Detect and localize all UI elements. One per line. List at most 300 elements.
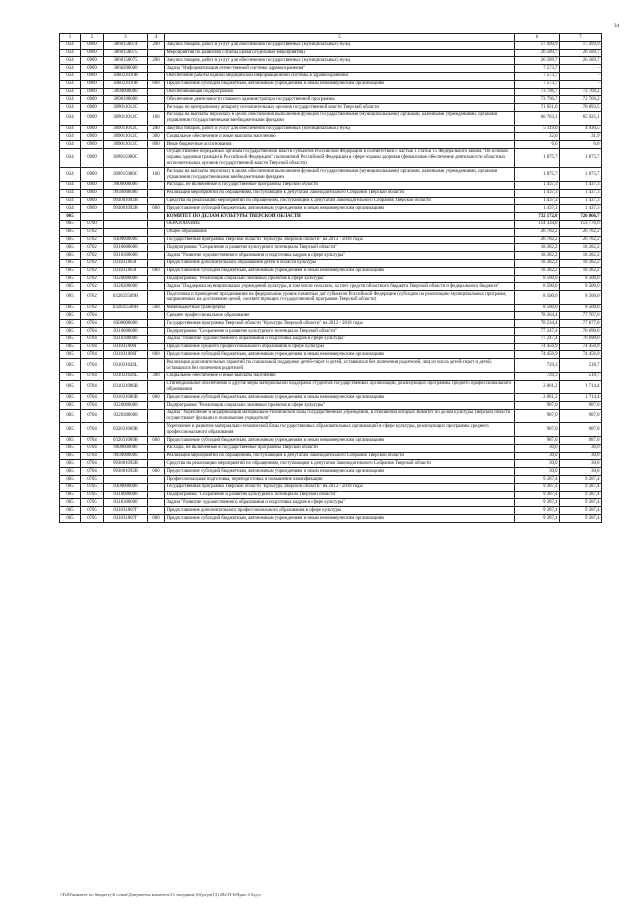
ministry-code-cell: 065 <box>60 236 81 244</box>
table-row <box>60 452 602 460</box>
amount-year-2-cell: 9 287,4 <box>560 483 602 491</box>
expense-type-code-cell: 300 <box>148 133 165 141</box>
target-article-code-cell: 306021010В <box>104 80 148 88</box>
description-cell: Подпрограмма "Сохранение и развитие культурного потенциала Тверской области" <box>165 491 515 499</box>
target-article-code-cell: 0300000000 <box>104 236 148 244</box>
amount-year-1-cell: 987,0 <box>515 409 560 423</box>
table-row <box>60 236 602 244</box>
ministry-code-cell: 065 <box>60 380 81 394</box>
target-article-code-cell: 993001092В <box>104 460 148 468</box>
amount-year-1-cell: 9 287,4 <box>515 476 560 484</box>
amount-year-1-cell: 78 264,4 <box>515 312 560 320</box>
amount-year-1-cell: 26 589,7 <box>515 49 560 57</box>
amount-year-1-cell: 9 287,4 <box>515 507 560 515</box>
table-row <box>60 111 602 125</box>
target-article-code-cell: 032025509Н <box>104 304 148 312</box>
expense-type-code-cell <box>148 491 165 499</box>
section-code-cell: 0909 <box>81 125 104 133</box>
section-code-cell: 0909 <box>81 205 104 213</box>
expense-type-code-cell <box>148 452 165 460</box>
description-cell: Обеспечение работы единой медицинской информационной системы в здравоохранении <box>165 72 515 80</box>
expense-type-code-cell <box>148 423 165 437</box>
expense-type-code-cell: 300 <box>148 372 165 380</box>
expense-type-code-cell <box>148 189 165 197</box>
page-number: 34 <box>614 24 619 29</box>
amount-year-2-cell: 31,9 <box>560 133 602 141</box>
amount-year-1-cell: 6,0 <box>515 141 560 149</box>
amount-year-1-cell: 77 247,4 <box>515 335 560 343</box>
amount-year-1-cell: 9 287,4 <box>515 515 560 523</box>
section-code-cell: 0909 <box>81 88 104 96</box>
target-article-code-cell: 0320300000 <box>104 409 148 423</box>
target-article-code-cell: 0310300000 <box>104 252 148 260</box>
budget-table-body <box>60 34 602 523</box>
expense-type-code-cell: 600 <box>148 515 165 523</box>
target-article-code-cell: 9900000000 <box>104 181 148 189</box>
amount-year-2-cell: 26 589,7 <box>560 49 602 57</box>
amount-year-2-cell: 26 782,2 <box>560 228 602 236</box>
ministry-code-cell: 034 <box>60 148 81 167</box>
expense-type-code-cell <box>148 96 165 104</box>
table-row <box>60 460 602 468</box>
target-article-code-cell: 309011012С <box>104 141 148 149</box>
section-code-cell: 0909 <box>81 141 104 149</box>
amount-year-2-cell: 74 456,9 <box>560 343 602 351</box>
section-code-cell: 0909 <box>81 181 104 189</box>
ministry-code-cell: 034 <box>60 80 81 88</box>
amount-year-1-cell: 2 061,2 <box>515 394 560 402</box>
amount-year-2-cell: 30,0 <box>560 468 602 476</box>
amount-year-1-cell: 8 500,0 <box>515 275 560 283</box>
ministry-code-cell: 065 <box>60 267 81 275</box>
description-cell: Подпрограмма "Реализация социально значимых проектов в сфере культуры" <box>165 275 515 283</box>
table-row <box>60 291 602 305</box>
table-row <box>60 380 602 394</box>
description-cell: Мероприятия по развитию службы крови (отдельные мероприятия) <box>165 49 515 57</box>
description-cell: Задача "Поддержка муниципальных учреждений культуры, в том числе сельских, за счет средств областного бюджета Тверской области и федерального бюджета" <box>165 283 515 291</box>
description-cell: Предоставление субсидий бюджетным, автономным учреждениям и иным некоммерческим организациям <box>165 80 515 88</box>
description-cell: Осуществление переданных органам государственной власти субъектов Российской Федерации в соответствии с частью 1 статьи 15 Федерального закона "Об основах охраны здоровья граждан в Российской Федерации" полномочий Российской Федерации в сфере охраны здоровья (финансовое обеспечение деятельности областных исполнительных органов государственной власти Тверской области) <box>165 148 515 167</box>
section-code-cell: 0909 <box>81 80 104 88</box>
amount-year-1-cell: 32,0 <box>515 133 560 141</box>
table-row <box>60 80 602 88</box>
amount-year-2-cell: 18 282,2 <box>560 244 602 252</box>
amount-year-2-cell: - <box>560 80 602 88</box>
target-article-code-cell: 993001092В <box>104 468 148 476</box>
section-code-cell: 0704 <box>81 335 104 343</box>
amount-year-1-cell: 8 500,0 <box>515 283 560 291</box>
description-cell: Предоставление субсидий бюджетным, автономным учреждениям и иным некоммерческим организациям <box>165 205 515 213</box>
description-cell: Задача "Развитие художественного образования и подготовка кадров в сфере культуры" <box>165 252 515 260</box>
description-cell: Среднее профессиональное образование <box>165 312 515 320</box>
section-code-cell: 0909 <box>81 148 104 167</box>
column-number: 2 <box>81 34 104 42</box>
expense-type-code-cell <box>148 88 165 96</box>
description-cell: Обеспечение деятельности главного администратора государственной программы <box>165 96 515 104</box>
amount-year-2-cell: 70 893,5 <box>560 104 602 112</box>
target-article-code-cell <box>104 476 148 484</box>
amount-year-2-cell: 77 707,0 <box>560 312 602 320</box>
ministry-code-cell: 065 <box>60 452 81 460</box>
ministry-code-cell: 065 <box>60 343 81 351</box>
ministry-code-cell: 065 <box>60 507 81 515</box>
amount-year-1-cell: 9 287,4 <box>515 499 560 507</box>
description-cell: ОБРАЗОВАНИЕ <box>165 220 515 228</box>
description-cell: Подпрограмма "Реализация социально значимых проектов в сфере культуры" <box>165 402 515 410</box>
table-row <box>60 304 602 312</box>
amount-year-1-cell: 1 437,3 <box>515 189 560 197</box>
amount-year-2-cell: 987,0 <box>560 437 602 445</box>
target-article-code-cell: 031031086В <box>104 394 148 402</box>
table-row <box>60 96 602 104</box>
section-code-cell: 0909 <box>81 111 104 125</box>
expense-type-code-cell <box>148 213 165 221</box>
target-article-code-cell: 9900000000 <box>104 444 148 452</box>
ministry-code-cell: 065 <box>60 304 81 312</box>
ministry-code-cell: 065 <box>60 351 81 359</box>
expense-type-code-cell: 600 <box>148 394 165 402</box>
expense-type-code-cell <box>148 72 165 80</box>
target-article-code-cell: 032031009В <box>104 423 148 437</box>
table-row <box>60 491 602 499</box>
target-article-code-cell: 3060158075 <box>104 49 148 57</box>
expense-type-code-cell: 600 <box>148 437 165 445</box>
table-row <box>60 483 602 491</box>
table-row <box>60 57 602 65</box>
column-number: 3 <box>104 34 148 42</box>
amount-year-1-cell: 30,0 <box>515 460 560 468</box>
expense-type-code-cell <box>148 291 165 305</box>
section-code-cell: 0909 <box>81 133 104 141</box>
amount-year-2-cell: 1 875,7 <box>560 168 602 182</box>
amount-year-1-cell: 8 500,0 <box>515 291 560 305</box>
amount-year-1-cell: 18 282,2 <box>515 252 560 260</box>
section-code-cell: 0705 <box>81 499 104 507</box>
ministry-code-cell: 034 <box>60 125 81 133</box>
section-code-cell: 0909 <box>81 168 104 182</box>
ministry-code-cell: 065 <box>60 499 81 507</box>
expense-type-code-cell <box>148 359 165 373</box>
target-article-code-cell: 309015980С <box>104 148 148 167</box>
section-code-cell: 0702 <box>81 228 104 236</box>
ministry-code-cell: 065 <box>60 320 81 328</box>
section-code-cell: 0909 <box>81 41 104 49</box>
amount-year-2-cell: 8 500,0 <box>560 275 602 283</box>
section-code-cell: 0909 <box>81 57 104 65</box>
target-article-code-cell: 0310300000 <box>104 335 148 343</box>
amount-year-1-cell: 114 334,0 <box>515 220 560 228</box>
expense-type-code-cell <box>148 220 165 228</box>
ministry-code-cell: 065 <box>60 291 81 305</box>
amount-year-1-cell: 1 437,3 <box>515 205 560 213</box>
target-article-code-cell: 031031026L <box>104 359 148 373</box>
ministry-code-cell: 034 <box>60 111 81 125</box>
amount-year-1-cell: 8 500,0 <box>515 304 560 312</box>
table-row <box>60 283 602 291</box>
section-code-cell: 0704 <box>81 437 104 445</box>
amount-year-2-cell: 30,0 <box>560 444 602 452</box>
description-cell: Стипендиальное обеспечение и другие меры материальной поддержки студентов государственных организаций, реализующих программы среднего профессионального образования <box>165 380 515 394</box>
section-code-cell: 0702 <box>81 304 104 312</box>
amount-year-2-cell: 726 866,7 <box>560 213 602 221</box>
description-cell: Средства на реализацию мероприятий по обращениям, поступающим к депутатам Законодательного Собрания Тверской области <box>165 460 515 468</box>
expense-type-code-cell <box>148 499 165 507</box>
amount-year-1-cell: 7 573,7 <box>515 72 560 80</box>
amount-year-1-cell: 1 437,3 <box>515 181 560 189</box>
target-article-code-cell: 031031006Г <box>104 343 148 351</box>
amount-year-2-cell: 987,0 <box>560 409 602 423</box>
description-cell: Реализация мероприятий по обращениям, поступающим к депутатам Законодательного Собрания Тверской области <box>165 452 515 460</box>
amount-year-2-cell: 26 782,2 <box>560 236 602 244</box>
target-article-code-cell: 993001092В <box>104 205 148 213</box>
table-row <box>60 72 602 80</box>
amount-year-1-cell: 26 589,7 <box>515 57 560 65</box>
section-code-cell: 0704 <box>81 452 104 460</box>
amount-year-2-cell: 18 282,2 <box>560 252 602 260</box>
table-row <box>60 312 602 320</box>
ministry-code-cell: 034 <box>60 197 81 205</box>
amount-year-2-cell: 8 500,0 <box>560 291 602 305</box>
target-article-code-cell: 0310300000 <box>104 499 148 507</box>
table-row <box>60 189 602 197</box>
amount-year-2-cell: 30,0 <box>560 460 602 468</box>
amount-year-1-cell: 5 119,0 <box>515 125 560 133</box>
expense-type-code-cell <box>148 409 165 423</box>
ministry-code-cell: 034 <box>60 189 81 197</box>
section-code-cell: 0700 <box>81 220 104 228</box>
target-article-code-cell: 0310000000 <box>104 491 148 499</box>
table-row <box>60 252 602 260</box>
target-article-code-cell: 309011012С <box>104 125 148 133</box>
description-cell: Межбюджетные трансферты <box>165 304 515 312</box>
amount-year-1-cell: 987,0 <box>515 437 560 445</box>
table-row <box>60 133 602 141</box>
expense-type-code-cell <box>148 483 165 491</box>
section-code-cell: 0909 <box>81 189 104 197</box>
table-row <box>60 148 602 167</box>
column-number: 4 <box>148 34 165 42</box>
target-article-code-cell: 0310000000 <box>104 328 148 336</box>
description-cell: Средства на реализацию мероприятий по обращениям, поступающим к депутатам Законодательного Собрания Тверской области <box>165 197 515 205</box>
target-article-code-cell: 031031003Г <box>104 267 148 275</box>
table-row <box>60 335 602 343</box>
section-code-cell: 0702 <box>81 283 104 291</box>
expense-type-code-cell: 200 <box>148 125 165 133</box>
description-cell: Профессиональная подготовка, переподготовка и повышение квалификации <box>165 476 515 484</box>
expense-type-code-cell <box>148 507 165 515</box>
amount-year-1-cell: 26 782,2 <box>515 236 560 244</box>
column-number-row <box>60 34 602 42</box>
description-cell: Задача "Развитие художественного образования и подготовка кадров в сфере культуры" <box>165 335 515 343</box>
target-article-code-cell <box>104 228 148 236</box>
table-row <box>60 359 602 373</box>
description-cell: Реализация мероприятий по обращениям, поступающим к депутатам Законодательного Собрания Тверской области <box>165 189 515 197</box>
target-article-code-cell: 309011012С <box>104 111 148 125</box>
amount-year-1-cell: 732 172,8 <box>515 213 560 221</box>
description-cell: Закупка товаров, работ и услуг для обеспечения государственных (муниципальных) нужд <box>165 57 515 65</box>
amount-year-1-cell: 729,3 <box>515 359 560 373</box>
amount-year-1-cell: 73 796,7 <box>515 88 560 96</box>
target-article-code-cell: 031031007Г <box>104 507 148 515</box>
amount-year-2-cell: 76 690,0 <box>560 335 602 343</box>
section-code-cell: 0704 <box>81 351 104 359</box>
expense-type-code-cell: 600 <box>148 468 165 476</box>
table-row <box>60 515 602 523</box>
ministry-code-cell: 065 <box>60 409 81 423</box>
amount-year-1-cell: 18 282,2 <box>515 259 560 267</box>
table-row <box>60 476 602 484</box>
amount-year-1-cell: 30,0 <box>515 444 560 452</box>
expense-type-code-cell <box>148 49 165 57</box>
description-cell: Предоставление субсидий бюджетным, автономным учреждениям и иным некоммерческим организациям <box>165 468 515 476</box>
target-article-code-cell: 309015980С <box>104 168 148 182</box>
expense-type-code-cell <box>148 259 165 267</box>
amount-year-2-cell: 9 287,4 <box>560 507 602 515</box>
section-code-cell: 0909 <box>81 72 104 80</box>
ministry-code-cell: 065 <box>60 444 81 452</box>
section-code-cell: 0702 <box>81 236 104 244</box>
target-article-code-cell: 993001092В <box>104 197 148 205</box>
target-article-code-cell: 309011012С <box>104 104 148 112</box>
description-cell: Расходы на выплаты персоналу в целях обеспечения выполнения функций государственными (муниципальными) органами, казенными учреждениями, органами управления государственными внебюджетными фондами <box>165 111 515 125</box>
section-code-cell: 0704 <box>81 312 104 320</box>
table-row <box>60 507 602 515</box>
description-cell: Подпрограмма "Сохранение и развитие культурного потенциала Тверской области" <box>165 328 515 336</box>
table-row <box>60 444 602 452</box>
target-article-code-cell: 031031003Г <box>104 259 148 267</box>
table-row <box>60 41 602 49</box>
section-code-cell: 0909 <box>81 65 104 73</box>
ministry-code-cell: 034 <box>60 133 81 141</box>
table-row <box>60 409 602 423</box>
ministry-code-cell: 065 <box>60 259 81 267</box>
expense-type-code-cell <box>148 252 165 260</box>
table-row <box>60 213 602 221</box>
description-cell: Государственная программа Тверской области "Культура Тверской области" на 2013 - 2018 годы <box>165 236 515 244</box>
table-row <box>60 372 602 380</box>
target-article-code-cell: 3060158074 <box>104 41 148 49</box>
table-row <box>60 244 602 252</box>
amount-year-2-cell: 76 690,0 <box>560 328 602 336</box>
amount-year-1-cell: 9 287,4 <box>515 483 560 491</box>
expense-type-code-cell <box>148 312 165 320</box>
amount-year-1-cell: 7 573,7 <box>515 65 560 73</box>
target-article-code-cell: 032025509Н <box>104 291 148 305</box>
expense-type-code-cell <box>148 343 165 351</box>
section-code-cell: 0702 <box>81 252 104 260</box>
amount-year-2-cell: 1 714,4 <box>560 380 602 394</box>
amount-year-1-cell: 26 782,2 <box>515 228 560 236</box>
ministry-code-cell: 065 <box>60 491 81 499</box>
amount-year-2-cell: 1 437,3 <box>560 197 602 205</box>
target-article-code-cell: 0300000000 <box>104 320 148 328</box>
target-article-code-cell: 309011012С <box>104 133 148 141</box>
section-code-cell: 0909 <box>81 104 104 112</box>
amount-year-1-cell: 74 456,9 <box>515 343 560 351</box>
ministry-code-cell: 034 <box>60 104 81 112</box>
ministry-code-cell: 034 <box>60 205 81 213</box>
description-cell: Расходы, не включенные в государственные программы Тверской области <box>165 181 515 189</box>
expense-type-code-cell <box>148 104 165 112</box>
table-row <box>60 181 602 189</box>
table-row <box>60 328 602 336</box>
amount-year-2-cell: 987,0 <box>560 402 602 410</box>
expense-type-code-cell <box>148 335 165 343</box>
ministry-code-cell: 065 <box>60 372 81 380</box>
ministry-code-cell: 065 <box>60 423 81 437</box>
amount-year-2-cell: 9 287,4 <box>560 476 602 484</box>
expense-type-code-cell <box>148 244 165 252</box>
description-cell: Предоставление дополнительного профессионального образования в сфере культуры <box>165 507 515 515</box>
description-cell: Закупка товаров, работ и услуг для обеспечения государственных (муниципальных) нужд <box>165 41 515 49</box>
section-code-cell <box>81 213 104 221</box>
amount-year-2-cell: 113 776,6 <box>560 220 602 228</box>
amount-year-2-cell: 4 930,5 <box>560 125 602 133</box>
expense-type-code-cell <box>148 380 165 394</box>
section-code-cell: 0704 <box>81 444 104 452</box>
target-article-code-cell: 0320000000 <box>104 402 148 410</box>
amount-year-1-cell: 1 875,7 <box>515 148 560 167</box>
amount-year-2-cell: 1 714,4 <box>560 394 602 402</box>
amount-year-1-cell: 18 282,2 <box>515 267 560 275</box>
amount-year-1-cell: 77 247,4 <box>515 328 560 336</box>
amount-year-2-cell: 18 282,2 <box>560 259 602 267</box>
table-row <box>60 104 602 112</box>
expense-type-code-cell <box>148 476 165 484</box>
section-code-cell: 0704 <box>81 372 104 380</box>
section-code-cell: 0705 <box>81 483 104 491</box>
table-row <box>60 197 602 205</box>
amount-year-1-cell: 729,3 <box>515 372 560 380</box>
expense-type-code-cell: 100 <box>148 168 165 182</box>
file-path-footer: \\Fs03\комитет по бюджету\6 созыв\Документы комитета\13 заседание (6)\pr\pr(13) 282-П-6\Прил 4 бод.v <box>60 892 262 897</box>
amount-year-1-cell: 1 437,3 <box>515 197 560 205</box>
expense-type-code-cell: 800 <box>148 141 165 149</box>
table-row <box>60 402 602 410</box>
section-code-cell: 0704 <box>81 423 104 437</box>
ministry-code-cell: 065 <box>60 359 81 373</box>
ministry-code-cell: 065 <box>60 515 81 523</box>
amount-year-2-cell: 1 437,3 <box>560 189 602 197</box>
section-code-cell: 0704 <box>81 320 104 328</box>
target-article-code-cell: 031031026L <box>104 372 148 380</box>
section-code-cell: 0704 <box>81 409 104 423</box>
target-article-code-cell <box>104 312 148 320</box>
ministry-code-cell: 034 <box>60 57 81 65</box>
expense-type-code-cell: 200 <box>148 57 165 65</box>
amount-year-2-cell: 518,7 <box>560 372 602 380</box>
table-row <box>60 228 602 236</box>
column-number: 7 <box>560 34 602 42</box>
expense-type-code-cell <box>148 275 165 283</box>
amount-year-2-cell: 72 769,2 <box>560 96 602 104</box>
amount-year-2-cell: 30,0 <box>560 452 602 460</box>
amount-year-1-cell: 987,0 <box>515 402 560 410</box>
description-cell: Предоставление субсидий бюджетным, автономным учреждениям и иным некоммерческим организациям <box>165 267 515 275</box>
ministry-code-cell: 065 <box>60 437 81 445</box>
amount-year-2-cell: 1 437,3 <box>560 181 602 189</box>
section-code-cell: 0704 <box>81 460 104 468</box>
description-cell: Иные бюджетные ассигнования <box>165 141 515 149</box>
amount-year-1-cell: 78 234,4 <box>515 320 560 328</box>
section-code-cell: 0704 <box>81 380 104 394</box>
amount-year-1-cell: 66 763,1 <box>515 111 560 125</box>
section-code-cell: 0909 <box>81 96 104 104</box>
section-code-cell: 0705 <box>81 491 104 499</box>
table-row <box>60 65 602 73</box>
amount-year-2-cell: 1 437,3 <box>560 205 602 213</box>
amount-year-2-cell: 65 925,1 <box>560 111 602 125</box>
